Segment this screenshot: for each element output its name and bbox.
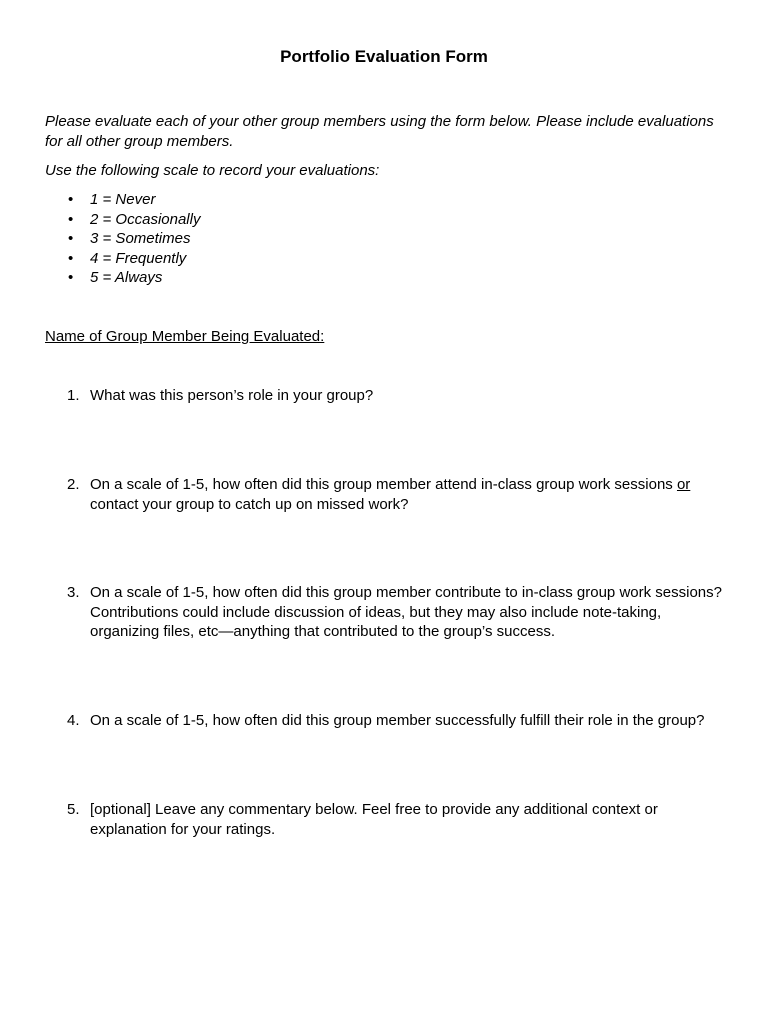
scale-instruction: Use the following scale to record your evaluations: <box>45 162 380 179</box>
scale-item-never <box>45 190 727 210</box>
emphasis-or: or <box>676 476 691 493</box>
bullet-icon: • <box>68 269 74 286</box>
question-number: 2. <box>67 476 80 493</box>
rating-scale-list <box>45 190 727 288</box>
intro-paragraph: Please evaluate each of your other group members using the form below. Please include evaluations for all other group members. <box>45 113 714 150</box>
question-text-after: contact your group to catch up on missed work? <box>90 495 409 513</box>
question-text: On a scale of 1-5, how often did this group member successfully fulfill their role in the group? <box>90 712 705 729</box>
question-number: 4. <box>67 712 80 729</box>
scale-label: 1 = Never <box>90 191 156 208</box>
question-text: What was this person’s role in your group? <box>90 387 374 404</box>
page-title: Portfolio Evaluation Form <box>280 47 488 66</box>
question-text: On a scale of 1-5, how often did this group member contribute to in-class group work sessions? Contributions could include discussion of ideas, but they may also include note-taking, organizing files, etc—anything that contributed to the group’s success. <box>90 584 722 640</box>
question-text-before: On a scale of 1-5, how often did this group member attend in-class group work sessions <box>90 476 677 493</box>
bullet-icon: • <box>68 249 74 267</box>
scale-label: 2 = Occasionally <box>90 210 201 228</box>
question-text: [optional] Leave any commentary below. Feel free to provide any additional context or explanation for your ratings. <box>90 801 658 838</box>
scale-label: 4 = Frequently <box>90 249 187 267</box>
question-number: 1. <box>67 387 80 404</box>
group-member-name-label: Name of Group Member Being Evaluated: <box>45 328 325 345</box>
scale-item-always <box>45 268 727 288</box>
question-text <box>90 475 722 514</box>
scale-item-frequently <box>45 249 727 269</box>
scale-label: 5 = Always <box>90 269 163 286</box>
bullet-icon: • <box>68 230 74 247</box>
question-number: 5. <box>67 801 80 818</box>
bullet-icon: • <box>68 210 74 228</box>
bullet-icon: • <box>68 191 74 208</box>
question-number: 3. <box>67 584 80 601</box>
scale-item-occasionally <box>45 210 727 230</box>
scale-item-sometimes <box>45 229 727 249</box>
scale-label: 3 = Sometimes <box>90 230 191 247</box>
